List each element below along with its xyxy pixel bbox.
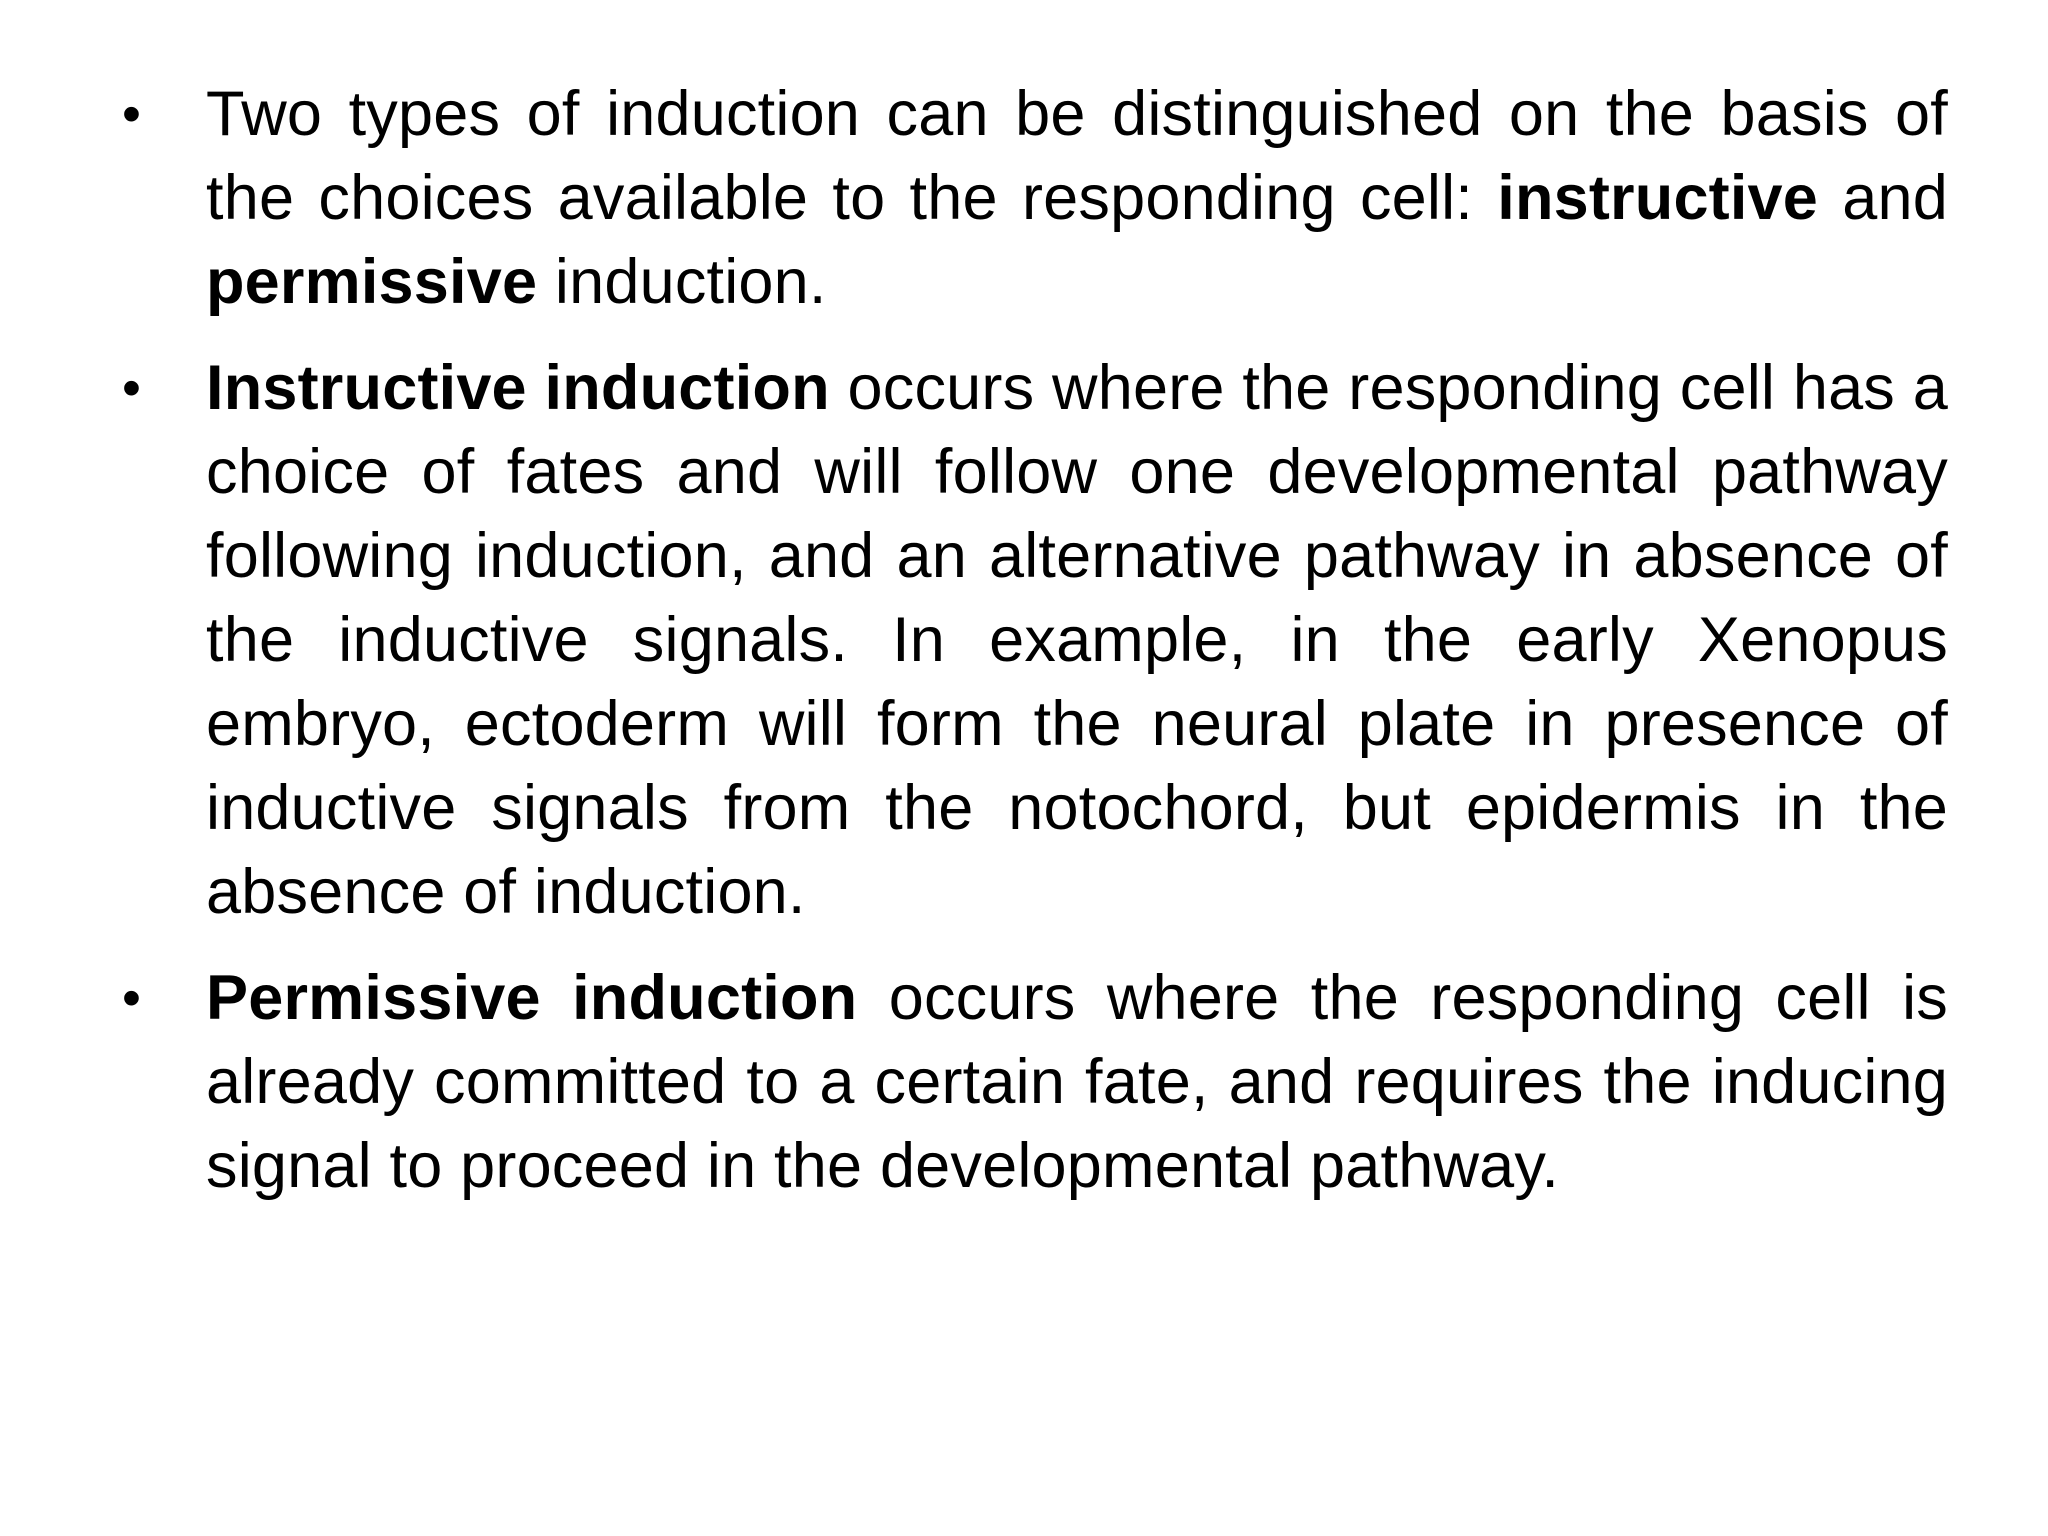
- bold-term-permissive: permissive: [206, 247, 538, 317]
- text-span: occurs where the responding cell has a choice of fates and will follow one developmental pathway following induction, and an alternative pathway in absence of the inductive signals. In example, in the early Xenopus embryo, ectoderm will form the neural plate in presence of inductive signals from the notochord, but epidermis in the absence of induction.: [206, 353, 1948, 927]
- bullet-item-permissive-induction: [118, 956, 1948, 1208]
- text-span: occurs where the responding cell is already committed to a certain fate, and requires the inducing signal to proceed in the developmental pathway.: [206, 963, 1948, 1201]
- bold-term-permissive-induction: Permissive induction: [206, 963, 858, 1033]
- bullet-dot-icon: •: [122, 358, 141, 418]
- bullet-list: [118, 72, 1948, 1230]
- bullet-dot-icon: •: [122, 968, 141, 1028]
- bullet-item-types-of-induction: [118, 72, 1948, 324]
- text-span: Two types of induction can be distinguished on the basis of the choices available to the responding cell:: [206, 79, 1948, 233]
- text-span: and: [1818, 163, 1948, 233]
- text-span: induction.: [537, 247, 827, 317]
- bold-term-instructive: instructive: [1497, 163, 1819, 233]
- bullet-text: [206, 346, 1948, 934]
- bullet-text: [206, 72, 1948, 324]
- bullet-text: [206, 956, 1948, 1208]
- bold-term-instructive-induction: Instructive induction: [206, 353, 830, 423]
- bullet-item-instructive-induction: [118, 346, 1948, 934]
- bullet-dot-icon: •: [122, 84, 141, 144]
